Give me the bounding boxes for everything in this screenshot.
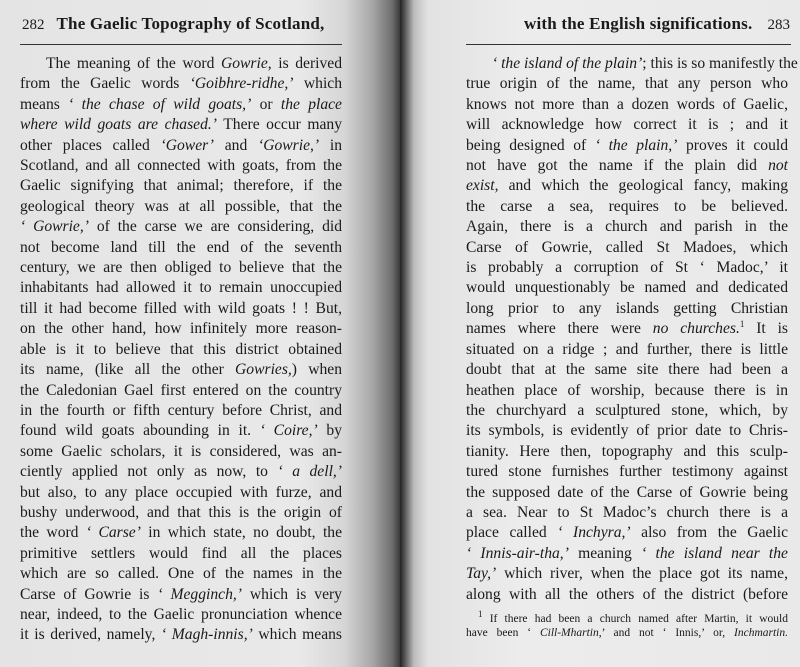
text-run: situated on a ridge ; and further, there is little xyxy=(466,340,788,358)
italic-run: no churches. xyxy=(652,320,740,338)
page-number: 283 xyxy=(767,17,790,33)
text-line xyxy=(20,483,342,503)
text-run: able is it to believe that this district obtained xyxy=(20,340,342,358)
right-page-text xyxy=(466,54,798,605)
text-line xyxy=(20,421,342,441)
text-line xyxy=(20,299,342,319)
text-run: doubt that at the same site there had been a xyxy=(466,361,788,379)
left-page-text xyxy=(20,54,342,646)
italic-run: ‘ the plain,’ xyxy=(594,136,678,154)
text-run: the Caledonian Gael first entered on the country xyxy=(20,381,342,399)
text-line xyxy=(466,483,788,503)
text-run: not become land till the end of the seventh xyxy=(20,238,342,256)
text-line xyxy=(20,523,342,543)
text-run: near, indeed, to the Gaelic pronunciation whence xyxy=(20,605,342,623)
text-run: on the other hand, how infinitely more reason- xyxy=(20,320,342,338)
italic-run: where wild goats are chased.’ xyxy=(20,116,217,134)
text-line xyxy=(466,523,788,543)
text-run: There occur many xyxy=(217,116,342,134)
text-line xyxy=(20,442,342,462)
text-run: Scotland, and all connected with goats, from the xyxy=(20,157,342,175)
text-line xyxy=(20,381,342,401)
text-line xyxy=(466,238,788,258)
text-run: bushy underwood, and that this is the origin of xyxy=(20,503,342,521)
text-run: tured stone furnishes further testimony against xyxy=(466,463,788,481)
italic-run: ‘ the island of the plain’ xyxy=(492,55,643,72)
text-line xyxy=(466,156,788,176)
text-line xyxy=(466,54,798,74)
text-line xyxy=(466,462,788,482)
text-run: primitive settlers would find all the places xyxy=(20,544,342,562)
text-run: also from the Gaelic xyxy=(630,524,789,542)
text-run: and which the geological fancy, making xyxy=(498,177,788,195)
italic-run: Inchmartin. xyxy=(734,627,788,639)
text-run: from the Gaelic words xyxy=(20,75,190,93)
text-run: have been ‘ xyxy=(466,627,540,639)
text-line xyxy=(20,401,342,421)
text-line xyxy=(20,217,342,237)
text-run: century, we are then obliged to believe that the xyxy=(20,259,342,277)
right-page-header xyxy=(524,14,790,34)
text-line xyxy=(20,74,342,94)
text-run: in which state, no doubt, the xyxy=(140,524,342,542)
text-run: along with all the others of the district (before xyxy=(466,585,788,603)
running-head: The Gaelic Topography of Scotland, xyxy=(56,14,325,33)
text-run: geological theory was at all possible, that the xyxy=(20,197,342,215)
text-run: its symbols, is evidently of prior date to Chris- xyxy=(466,422,788,440)
text-line xyxy=(20,360,342,380)
footnote xyxy=(466,609,788,640)
running-head: with the English significations. xyxy=(524,14,753,33)
text-run: true origin of the name, that any person who xyxy=(466,75,788,93)
text-run: other places called xyxy=(20,136,161,154)
text-run: till it had become filled with wild goats ! ! But, xyxy=(20,299,342,317)
text-line xyxy=(466,278,788,298)
text-run: which is very xyxy=(241,585,342,603)
text-run: which river, when the place got its name, xyxy=(496,565,788,583)
italic-run: ‘ a dell,’ xyxy=(277,463,342,481)
text-line xyxy=(466,299,788,319)
text-line xyxy=(20,136,342,156)
text-line xyxy=(466,381,788,401)
text-line xyxy=(20,462,342,482)
italic-run: ‘ Gowrie,’ xyxy=(20,218,89,236)
italic-run: Tay,’ xyxy=(466,565,497,583)
text-line xyxy=(466,258,788,278)
left-page-header xyxy=(22,14,324,34)
text-line xyxy=(466,197,788,217)
text-run: long prior to any islands getting Christian xyxy=(466,299,788,317)
italic-run: ‘Gowrie,’ xyxy=(258,136,320,154)
text-run: The meaning of the word xyxy=(46,55,221,72)
italic-run: ‘Goibhre-ridhe,’ xyxy=(189,75,294,93)
italic-run: ‘Gower’ xyxy=(160,136,214,154)
text-line xyxy=(466,421,788,441)
text-line xyxy=(20,54,342,74)
text-line xyxy=(20,544,342,564)
header-rule xyxy=(466,44,791,45)
italic-run: Gowries, xyxy=(235,361,292,379)
text-line xyxy=(20,585,342,605)
text-line xyxy=(20,197,342,217)
text-line xyxy=(466,401,788,421)
italic-run: ‘ Coire,’ xyxy=(259,422,318,440)
text-run: and xyxy=(213,136,259,154)
text-run: proves it could xyxy=(677,136,789,154)
italic-run: ‘ Carse’ xyxy=(85,524,141,542)
text-run: ciently applied not only as now, to xyxy=(20,463,278,481)
text-run: Gaelic signifying that animal; therefore, if the xyxy=(20,177,342,195)
italic-run: not xyxy=(768,157,788,175)
text-run: which xyxy=(293,75,342,93)
text-line xyxy=(466,564,788,584)
text-run: its name, (like all the other xyxy=(20,361,236,379)
text-run: means xyxy=(20,95,69,113)
text-run: not have got the name if the plain did xyxy=(466,157,769,175)
text-line xyxy=(20,625,342,645)
text-run: some Gaelic scholars, it is considered, was an- xyxy=(20,442,342,460)
italic-run: ‘ Megginch,’ xyxy=(157,585,242,603)
text-run: will acknowledge how correct it is ; and it xyxy=(466,116,788,134)
italic-run: Gowrie, xyxy=(220,55,272,72)
text-line xyxy=(466,136,788,156)
text-run: a sea. Near to St Madoc’s church there is a xyxy=(466,503,788,521)
text-run: If there had been a church named after Martin, it would xyxy=(482,613,788,625)
text-line xyxy=(466,503,788,523)
text-run: place called xyxy=(466,524,558,542)
text-run: tianity. Here then, topography and this sculp- xyxy=(466,442,788,460)
text-line xyxy=(466,340,788,360)
text-run: which means xyxy=(252,626,342,644)
text-run: of the carse we are considering, did xyxy=(88,218,342,236)
text-run: or xyxy=(251,95,281,113)
italic-run: ‘ the island near the xyxy=(641,544,788,562)
text-run: It is xyxy=(744,320,788,338)
text-line xyxy=(466,585,788,605)
text-run: would unquestionably be named and dedicated xyxy=(466,279,788,297)
text-line xyxy=(20,258,342,278)
italic-run: the place xyxy=(280,95,342,113)
text-run: Carse of Gowrie, called St Madoes, which xyxy=(466,238,788,256)
text-run: inhabitants had allowed it to remain unoccupied xyxy=(20,279,342,297)
text-line xyxy=(20,238,342,258)
text-run: found wild goats abounding in it. xyxy=(20,422,260,440)
text-run: meaning xyxy=(568,544,642,562)
text-line xyxy=(466,74,788,94)
text-run: but also, to any place occupied with furze, and xyxy=(20,483,342,501)
text-run: which are so called. One of the names in the xyxy=(20,565,342,583)
text-run: Carse of Gowrie is xyxy=(20,585,158,603)
text-line xyxy=(466,176,788,196)
text-line xyxy=(466,95,788,115)
italic-run: ‘ Inchyra,’ xyxy=(557,524,631,542)
text-line xyxy=(20,176,342,196)
header-rule xyxy=(20,44,342,45)
text-line xyxy=(20,95,342,115)
text-run: in xyxy=(319,136,343,154)
text-run: is probably a corruption of St ‘ Madoc,’ it xyxy=(466,259,788,277)
italic-run: ‘ the chase of wild goats,’ xyxy=(68,95,252,113)
right-page xyxy=(400,0,800,667)
text-run: being designed of xyxy=(466,136,595,154)
text-line xyxy=(466,217,788,237)
footnote-marker: 1 xyxy=(739,319,745,330)
text-line xyxy=(466,544,788,564)
footnote-marker: 1 xyxy=(478,609,483,620)
text-line xyxy=(20,605,342,625)
text-run: the supposed date of the Carse of Gowrie being xyxy=(466,483,788,501)
text-run: ) when xyxy=(291,361,342,379)
text-run: in the fourth or fifth century before Christ, and xyxy=(20,401,342,419)
text-line xyxy=(20,340,342,360)
text-line xyxy=(20,319,342,339)
text-line xyxy=(466,360,788,380)
text-line xyxy=(20,564,342,584)
text-run: heathen place of worship, because there is in xyxy=(466,381,788,399)
italic-run: ‘ Magh-innis,’ xyxy=(160,626,253,644)
italic-run: ‘ Innis-air-tha,’ xyxy=(466,544,569,562)
text-run: names where there were xyxy=(466,320,653,338)
italic-run: Cill-Mhartin, xyxy=(539,627,602,639)
text-line xyxy=(466,442,788,462)
text-line xyxy=(466,115,788,135)
footnote-line xyxy=(466,626,788,640)
text-run: the carse a sea, requires to be believed. xyxy=(466,197,788,215)
text-run: the word xyxy=(20,524,86,542)
text-run: is derived xyxy=(271,55,342,72)
text-run: knows not more than a dozen words of Gaelic, xyxy=(466,95,788,113)
text-run: ’ and not ‘ Innis,’ or, xyxy=(601,627,735,639)
text-run: Again, there is a church and parish in the xyxy=(466,218,788,236)
footnote-line xyxy=(466,609,788,626)
text-run: by xyxy=(317,422,342,440)
page-number: 282 xyxy=(22,17,45,33)
text-run: ; this is so manifestly the xyxy=(642,55,798,72)
text-line xyxy=(20,503,342,523)
text-run: it is derived, namely, xyxy=(20,626,161,644)
text-line xyxy=(20,115,342,135)
text-run: the churchyard a sculptured stone, which, by xyxy=(466,401,788,419)
text-line xyxy=(20,278,342,298)
text-line xyxy=(20,156,342,176)
text-line xyxy=(466,319,788,339)
italic-run: exist, xyxy=(466,177,499,195)
